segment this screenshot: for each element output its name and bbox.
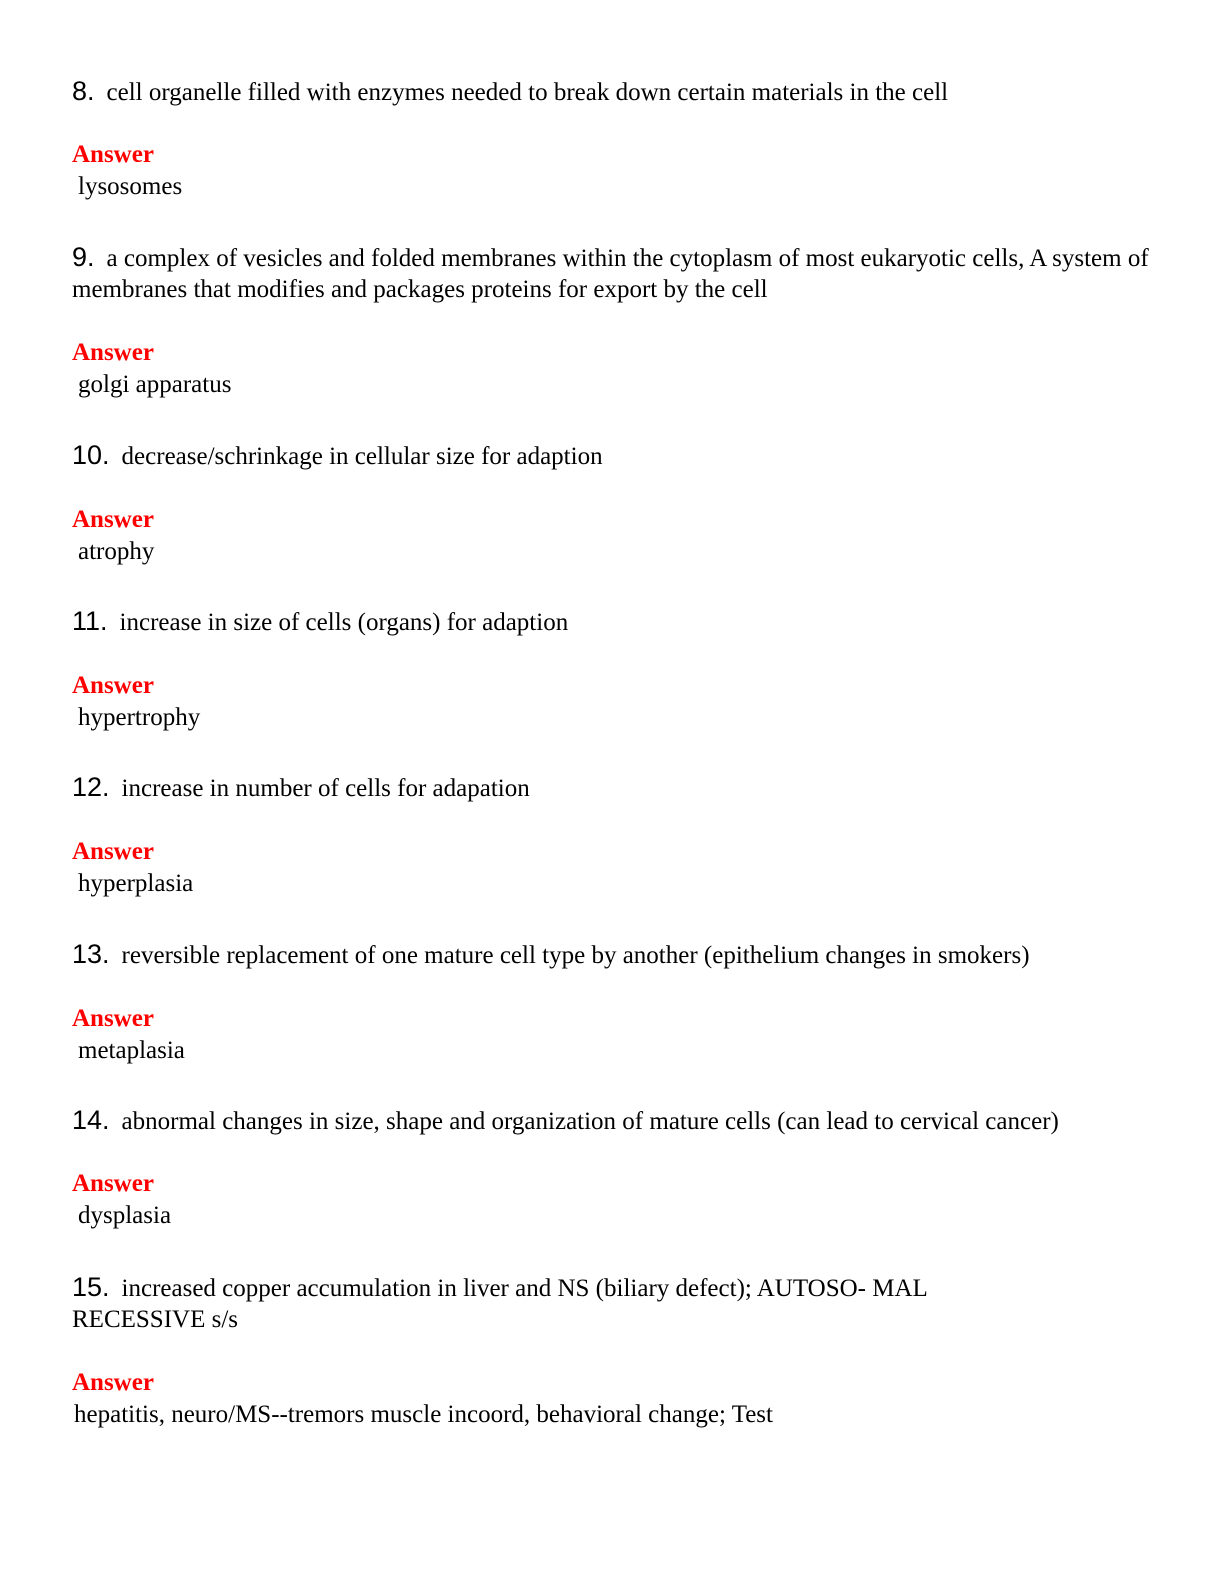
question-text: decrease/schrinkage in cellular size for adaption xyxy=(121,443,603,470)
question-9 xyxy=(72,242,1152,305)
question-12 xyxy=(72,772,1152,804)
question-number: 13. xyxy=(72,939,110,969)
question-number: 11. xyxy=(72,606,108,636)
answer-text: dysplasia xyxy=(78,1202,172,1229)
question-text: reversible replacement of one mature cell type by another (epithelium changes in smokers) xyxy=(121,942,1030,969)
question-text: cell organelle filled with enzymes needed to break down certain materials in the cell xyxy=(106,79,949,106)
question-text: increase in size of cells (organs) for adaption xyxy=(119,609,569,636)
answer-text: metaplasia xyxy=(78,1037,185,1064)
answer-text: atrophy xyxy=(78,538,155,565)
question-10 xyxy=(72,440,1152,472)
answer-text: golgi apparatus xyxy=(78,371,232,398)
question-number: 8. xyxy=(72,76,95,106)
answer-label: Answer xyxy=(72,1005,154,1032)
question-text: increased copper accumulation in liver and NS (biliary defect); AUTOSO- MAL RECESSIVE s/s xyxy=(72,1275,927,1333)
answer-text: hyperplasia xyxy=(78,870,194,897)
question-14 xyxy=(72,1105,1152,1137)
question-number: 9. xyxy=(72,242,95,272)
answer-label: Answer xyxy=(72,1369,154,1396)
answer-label: Answer xyxy=(72,141,154,168)
question-text: abnormal changes in size, shape and organization of mature cells (can lead to cervical cancer) xyxy=(121,1108,1059,1135)
answer-label: Answer xyxy=(72,1170,154,1197)
answer-label: Answer xyxy=(72,506,154,533)
question-text: increase in number of cells for adapation xyxy=(121,775,530,802)
question-number: 12. xyxy=(72,772,110,802)
question-number: 14. xyxy=(72,1105,110,1135)
question-number: 10. xyxy=(72,440,110,470)
answer-label: Answer xyxy=(72,672,154,699)
question-text: a complex of vesicles and folded membranes within the cytoplasm of most eukaryotic cells, A system of membranes that modifies and packages proteins for export by the cell xyxy=(72,245,1149,303)
question-13 xyxy=(72,939,1152,971)
question-8 xyxy=(72,76,1152,108)
answer-label: Answer xyxy=(72,838,154,865)
question-number: 15. xyxy=(72,1272,110,1302)
answer-text: hepatitis, neuro/MS--tremors muscle incoord, behavioral change; Test xyxy=(74,1401,773,1428)
answer-text: hypertrophy xyxy=(78,704,201,731)
answer-text: lysosomes xyxy=(78,173,183,200)
question-11 xyxy=(72,606,1152,638)
answer-label: Answer xyxy=(72,339,154,366)
question-15 xyxy=(72,1272,1052,1335)
